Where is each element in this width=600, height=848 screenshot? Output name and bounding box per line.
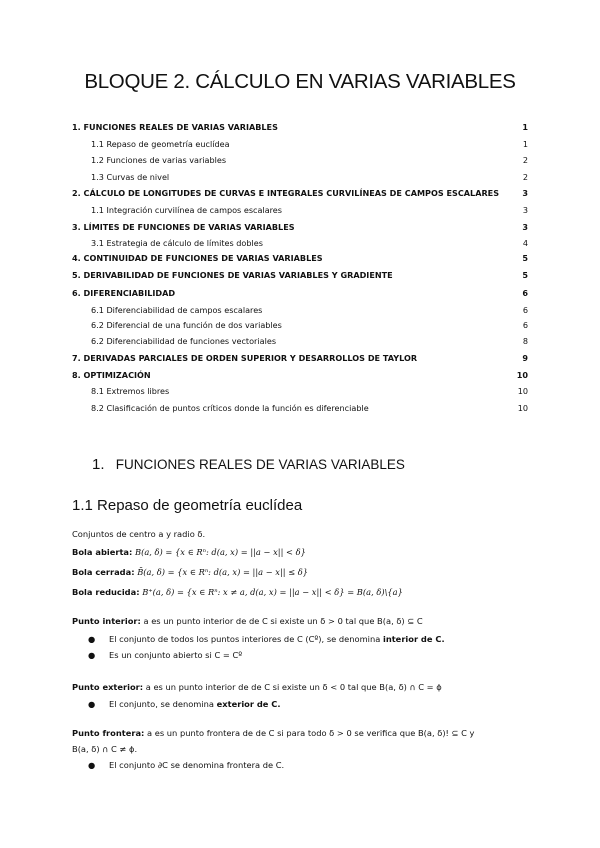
punto-frontera-line-2: B(a, δ) ∩ C ≠ ϕ.: [72, 744, 138, 754]
list-item: [88, 758, 284, 772]
section-heading-1: [92, 456, 405, 473]
toc-entry[interactable]: [72, 203, 528, 217]
bullet-icon: ●: [88, 699, 96, 709]
bola-abierta-formula: B(a, δ) = {x ∈ Rⁿ: d(a, x) = ||a − x|| < δ}: [134, 547, 306, 557]
toc-entry-label: 3. LÍMITES DE FUNCIONES DE VARIAS VARIABLES: [72, 222, 295, 232]
toc-entry-label: 1.2 Funciones de varias variables: [91, 155, 227, 165]
toc-entry-page: 9: [522, 353, 528, 363]
toc-entry-page: 6: [522, 320, 528, 330]
list-item: [88, 648, 242, 662]
toc-entry[interactable]: [72, 236, 528, 250]
interior-bullet-1-text: El conjunto de todos los puntos interiores de C (Cº), se denomina: [109, 634, 383, 644]
toc-entry-page: 4: [522, 238, 528, 248]
punto-exterior-text: a es un punto interior de de C si existe un δ < 0 tal que B(a, δ) ∩ C = ϕ: [145, 682, 442, 692]
toc-entry-page: 1: [522, 139, 528, 149]
bullet-icon: ●: [88, 760, 96, 770]
document-title: BLOQUE 2. CÁLCULO EN VARIAS VARIABLES: [84, 70, 516, 93]
bola-cerrada-line: [72, 565, 308, 579]
punto-frontera-label: Punto frontera:: [72, 728, 145, 738]
bola-reducida-label: Bola reducida:: [72, 587, 140, 597]
toc-entry-page: 6: [522, 288, 528, 298]
intro-text: Conjuntos de centro a y radio δ.: [72, 529, 206, 539]
exterior-bullet-text: El conjunto, se denomina: [109, 699, 217, 709]
toc-entry-page: 8: [522, 336, 528, 346]
toc-entry-label: 6. DIFERENCIABILIDAD: [72, 288, 176, 298]
toc-entry[interactable]: [72, 368, 528, 382]
toc-entry[interactable]: [72, 334, 528, 348]
section-number: 1.: [92, 456, 105, 473]
toc-entry-label: 5. DERIVABILIDAD DE FUNCIONES DE VARIAS VARIABLES Y GRADIENTE: [72, 270, 393, 280]
toc-entry-page: 2: [522, 172, 528, 182]
list-item: [88, 632, 445, 646]
toc-entry-page: 3: [522, 188, 528, 198]
toc-entry-page: 3: [522, 205, 528, 215]
toc-entry-label: 2. CÁLCULO DE LONGITUDES DE CURVAS E INTEGRALES CURVILÍNEAS DE CAMPOS ESCALARES: [72, 188, 500, 198]
list-item: [88, 697, 281, 711]
toc-entry[interactable]: [72, 186, 528, 200]
toc-entry-page: 10: [517, 403, 528, 413]
toc-entry[interactable]: [72, 286, 528, 300]
bullet-icon: ●: [88, 634, 96, 644]
toc-entry[interactable]: [72, 220, 528, 234]
punto-frontera-text: a es un punto frontera de de C si para todo δ > 0 se verifica que B(a, δ)! ⊆ C y: [147, 728, 475, 738]
toc-entry[interactable]: [72, 384, 528, 398]
exterior-bullet-bold: exterior de C.: [216, 699, 281, 709]
bullet-icon: ●: [88, 650, 96, 660]
bola-cerrada-label: Bola cerrada:: [72, 567, 135, 577]
subsection-heading-1-1: 1.1 Repaso de geometría euclídea: [72, 497, 303, 514]
toc-entry[interactable]: [72, 351, 528, 365]
toc-entry-label: 6.2 Diferencial de una función de dos variables: [91, 320, 282, 330]
toc-entry-label: 7. DERIVADAS PARCIALES DE ORDEN SUPERIOR Y DESARROLLOS DE TAYLOR: [72, 353, 418, 363]
toc-entry-label: 1.1 Repaso de geometría euclídea: [91, 139, 230, 149]
toc-entry-label: 4. CONTINUIDAD DE FUNCIONES DE VARIAS VARIABLES: [72, 253, 323, 263]
toc-entry[interactable]: [72, 153, 528, 167]
punto-interior-line: [72, 614, 423, 628]
toc-entry-label: 3.1 Estrategia de cálculo de límites dobles: [91, 238, 263, 248]
toc-entry[interactable]: [72, 318, 528, 332]
bola-cerrada-formula: B̄(a, δ) = {x ∈ Rⁿ: d(a, x) = ||a − x|| ≤ δ}: [137, 567, 309, 577]
toc-entry[interactable]: [72, 137, 528, 151]
toc-entry-label: 6.2 Diferenciabilidad de funciones vectoriales: [91, 336, 277, 346]
toc-entry[interactable]: [72, 120, 528, 134]
interior-bullet-1-bold: interior de C.: [382, 634, 445, 644]
toc-entry[interactable]: [72, 251, 528, 265]
section-title: FUNCIONES REALES DE VARIAS VARIABLES: [115, 457, 405, 472]
punto-exterior-label: Punto exterior:: [72, 682, 144, 692]
punto-frontera-line: [72, 726, 474, 740]
toc-entry-label: 8.2 Clasificación de puntos críticos donde la función es diferenciable: [91, 403, 369, 413]
toc-entry-page: 10: [517, 386, 528, 396]
toc-entry-label: 8.1 Extremos libres: [91, 386, 170, 396]
toc-entry-page: 6: [522, 305, 528, 315]
toc-entry-page: 2: [522, 155, 528, 165]
toc-entry-page: 5: [522, 253, 528, 263]
punto-interior-label: Punto interior:: [72, 616, 141, 626]
bola-reducida-line: [72, 585, 403, 599]
toc-entry-label: 8. OPTIMIZACIÓN: [72, 370, 151, 380]
toc-entry[interactable]: [72, 401, 528, 415]
toc-entry-page: 1: [522, 122, 528, 132]
punto-interior-text: a es un punto interior de de C si existe un δ > 0 tal que B(a, δ) ⊆ C: [143, 616, 423, 626]
toc-entry[interactable]: [72, 303, 528, 317]
toc-entry-label: 1.3 Curvas de nivel: [91, 172, 170, 182]
toc-entry-label: 1. FUNCIONES REALES DE VARIAS VARIABLES: [72, 122, 278, 132]
bola-abierta-line: [72, 545, 306, 559]
bola-reducida-formula: B⁺(a, δ) = {x ∈ Rⁿ: x ≠ a, d(a, x) = ||a − x|| < δ} = B(a, δ)\{a}: [142, 587, 403, 597]
frontera-bullet-text: El conjunto ∂C se denomina frontera de C.: [109, 760, 285, 770]
toc-entry-page: 10: [516, 370, 528, 380]
bola-abierta-label: Bola abierta:: [72, 547, 133, 557]
toc-entry-label: 6.1 Diferenciabilidad de campos escalares: [91, 305, 263, 315]
toc-entry-page: 3: [522, 222, 528, 232]
toc-entry-label: 1.1 Integración curvilínea de campos escalares: [91, 205, 283, 215]
punto-exterior-line: [72, 680, 442, 694]
toc-entry-page: 5: [522, 270, 528, 280]
toc-entry[interactable]: [72, 268, 528, 282]
toc-entry[interactable]: [72, 170, 528, 184]
interior-bullet-2-text: Es un conjunto abierto si C = Cº: [109, 650, 243, 660]
